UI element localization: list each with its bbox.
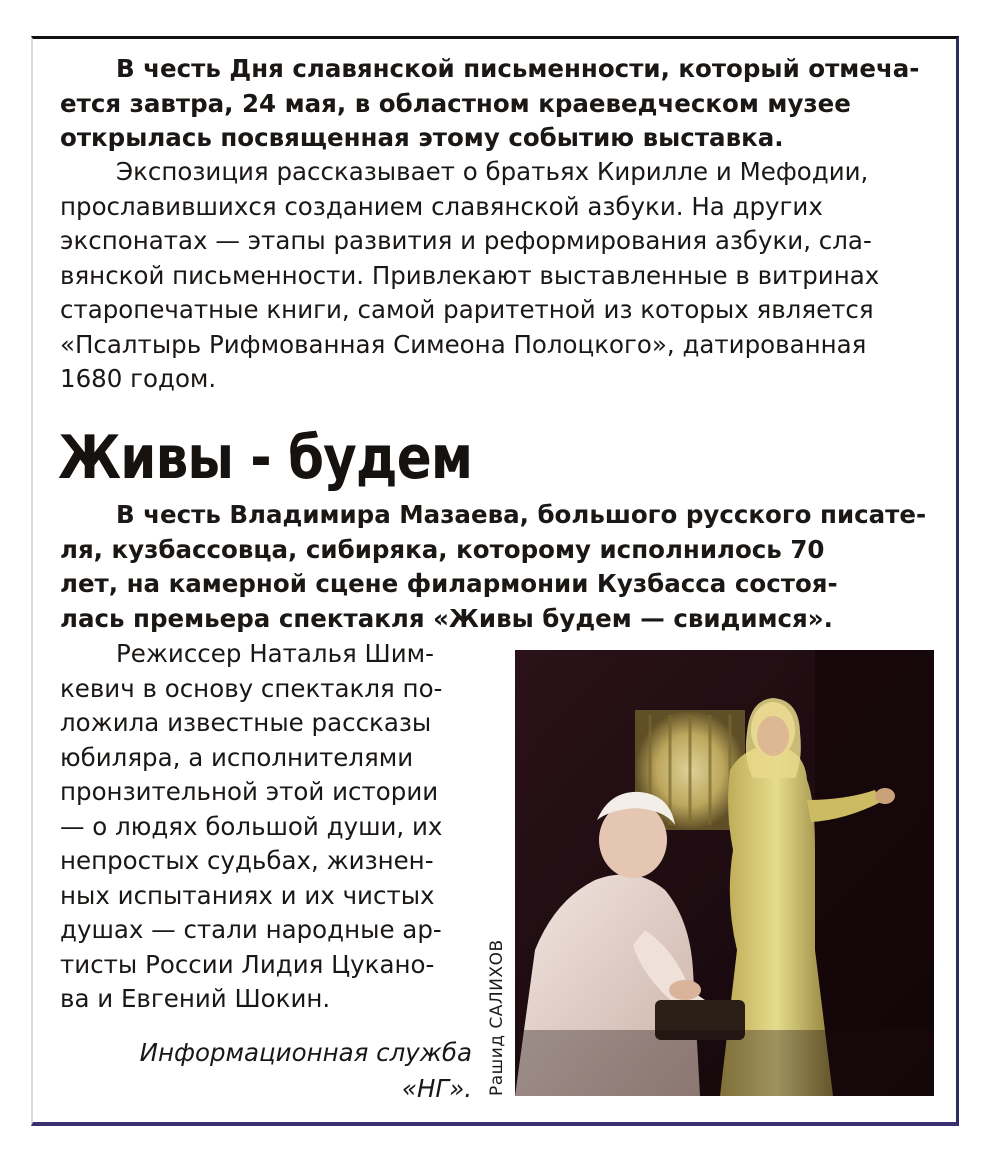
source-credit-line: «НГ». [401,1074,472,1103]
article2-body-line: ложила известные рассказы [60,708,432,737]
source-credit [60,1035,472,1107]
article1-body-line: «Псалтырь Рифмованная Симеона Полоцкого», датированная [60,329,867,359]
article2-lead-line: лась премьера спектакля «Живы будем — свидимся». [60,603,833,633]
article2-body-line: — о людях большой души, их [60,811,443,841]
stage-photo-image [515,650,934,1096]
article2-body-line: тисты России Лидия Цукано- [60,949,435,979]
article2-body-line: кевич в основу спектакля по- [60,673,443,703]
source-credit-line: Информационная служба [139,1038,472,1067]
article2-body-line: непростых судьбах, жизнен- [60,846,434,875]
article1-body [60,155,940,397]
article1-body-line: Экспозиция рассказывает о братьях Кирилле и Мефодии, [116,157,869,186]
article2-lead-line: лет, на камерной сцене филармонии Кузбасса состоя- [60,569,838,598]
article1-lead [60,52,940,156]
article1-body-line: старопечатные книги, самой раритетной из которых является [60,295,874,324]
article1-lead-line: В честь Дня славянской письменности, который отмеча- [116,54,920,83]
article2-body-line: душах — стали народные ар- [60,915,442,944]
stage-photo [515,650,934,1096]
article2-headline: Живы - будем [58,423,473,493]
article1-body-line: вянской письменности. Привлекают выставленные в витринах [60,260,880,290]
photo-credit: Рашид САЛИХОВ [487,939,507,1096]
article2-body [60,637,472,1017]
article1-body-line: прославившихся созданием славянской азбуки. На других [60,191,823,221]
article2-lead [60,498,940,636]
article2-body-line: ва и Евгений Шокин. [60,984,331,1013]
article2-lead-line: В честь Владимира Мазаева, большого русского писате- [116,500,927,529]
article2-body-line: пронзительной этой истории [60,777,439,806]
article2-lead-line: ля, кузбассовца, сибиряка, которому исполнилось 70 [60,534,825,564]
article2-body-line: юбиляра, а исполнителями [60,742,414,772]
article1-lead-line: ется завтра, 24 мая, в областном краеведческом музее [60,88,851,118]
article2-body-line: ных испытаниях и их чистых [60,880,435,910]
article1-body-line: экспонатах — этапы развития и реформирования азбуки, сла- [60,226,872,255]
article2-body-line: Режиссер Наталья Шим- [116,639,434,668]
article1-lead-line: открылась посвященная этому событию выставка. [60,123,784,152]
article1-body-line: 1680 годом. [60,364,217,393]
